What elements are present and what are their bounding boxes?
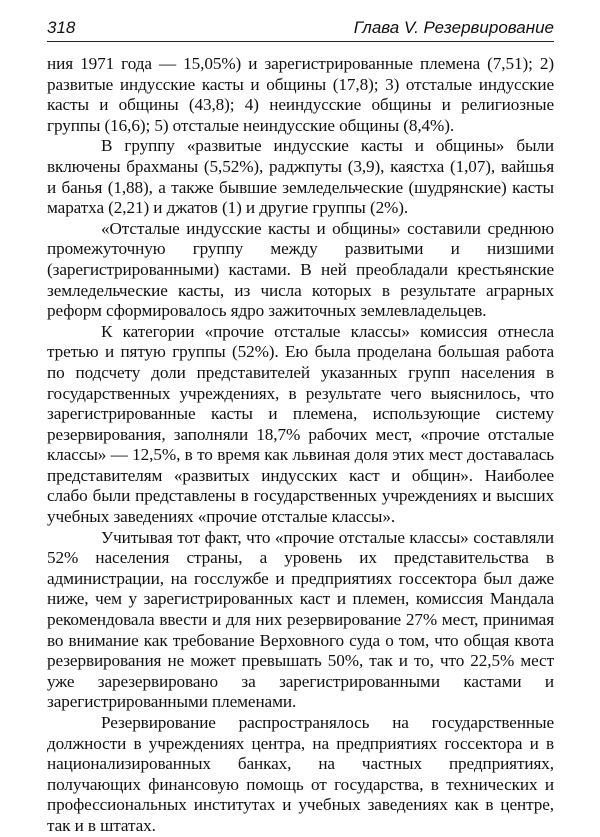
page-body [47,54,554,837]
paragraph: Учитывая тот факт, что «прочие отсталые классы» составляли 52% населения страны, а уровень их представительства в администрации, на госслужбе и предприятиях госсектора был даже ниже, чем у зарегистрированных каст и племен, комиссия Мандала рекомендовала ввести и для них резервирование 27% мест, принимая во внимание как требование Верховного суда о том, что общая квота резервирования не может превышать 50%, так и то, что 22,5% мест уже зарезервировано за зарегистрированными кастами и зарегистрированными племенами. [47,527,554,712]
page-number: 318 [47,18,76,37]
running-header [47,18,554,42]
paragraph: Резервирование распространялось на государственные должности в учреждениях центра, на предприятиях госсектора и в национализированных банках, на частных предприятиях, получающих финансовую помощь от государства, в технических и профессиональных институтах и учебных заведениях как в центре, так и в штатах. [47,713,554,835]
paragraph-continued: ния 1971 года — 15,05%) и зарегистрированные племена (7,51); 2) развитые индусские касты и общины (17,8); 3) отсталые индусские касты и общины (43,8); 4) неиндусские общины и религиозные группы (16,6); 5) отсталые неиндусские общины (8,4%). [47,54,554,135]
book-page [47,18,554,837]
paragraph: В группу «развитые индусские касты и общины» были включены брахманы (5,52%), раджпуты (3,9), каястха (1,07), вайшья и банья (1,88), а также бывшие земледельческие (шудрянские) касты маратха (2,21) и джатов (1) и другие группы (2%). [47,136,554,218]
paragraph: К категории «прочие отсталые классы» комиссия отнесла третью и пятую группы (52%). Ею была проделана большая работа по подсчету доли представителей указанных групп населения в государственных учреждениях, в результате чего выяснилось, что зарегистрированные касты и племена, использующие систему резервирования, заполняли 18,7% рабочих мест, «прочие отсталые классы» — 12,5%, в то время как львиная доля этих мест доставалась представителям «развитых индусских каст и общин». Наиболее слабо были представлены в государственных учреждениях и высших учебных заведениях «прочие отсталые классы». [47,321,554,527]
running-title: Глава V. Резервирование [353,18,554,37]
paragraph: «Отсталые индусские касты и общины» составили среднюю промежуточную группу между развитыми и низшими (зарегистрированными) кастами. В ней преобладали крестьянские земледельческие касты, из числа которых в результате аграрных реформ сформировалось ядро зажиточных землевладельцев. [47,218,554,321]
